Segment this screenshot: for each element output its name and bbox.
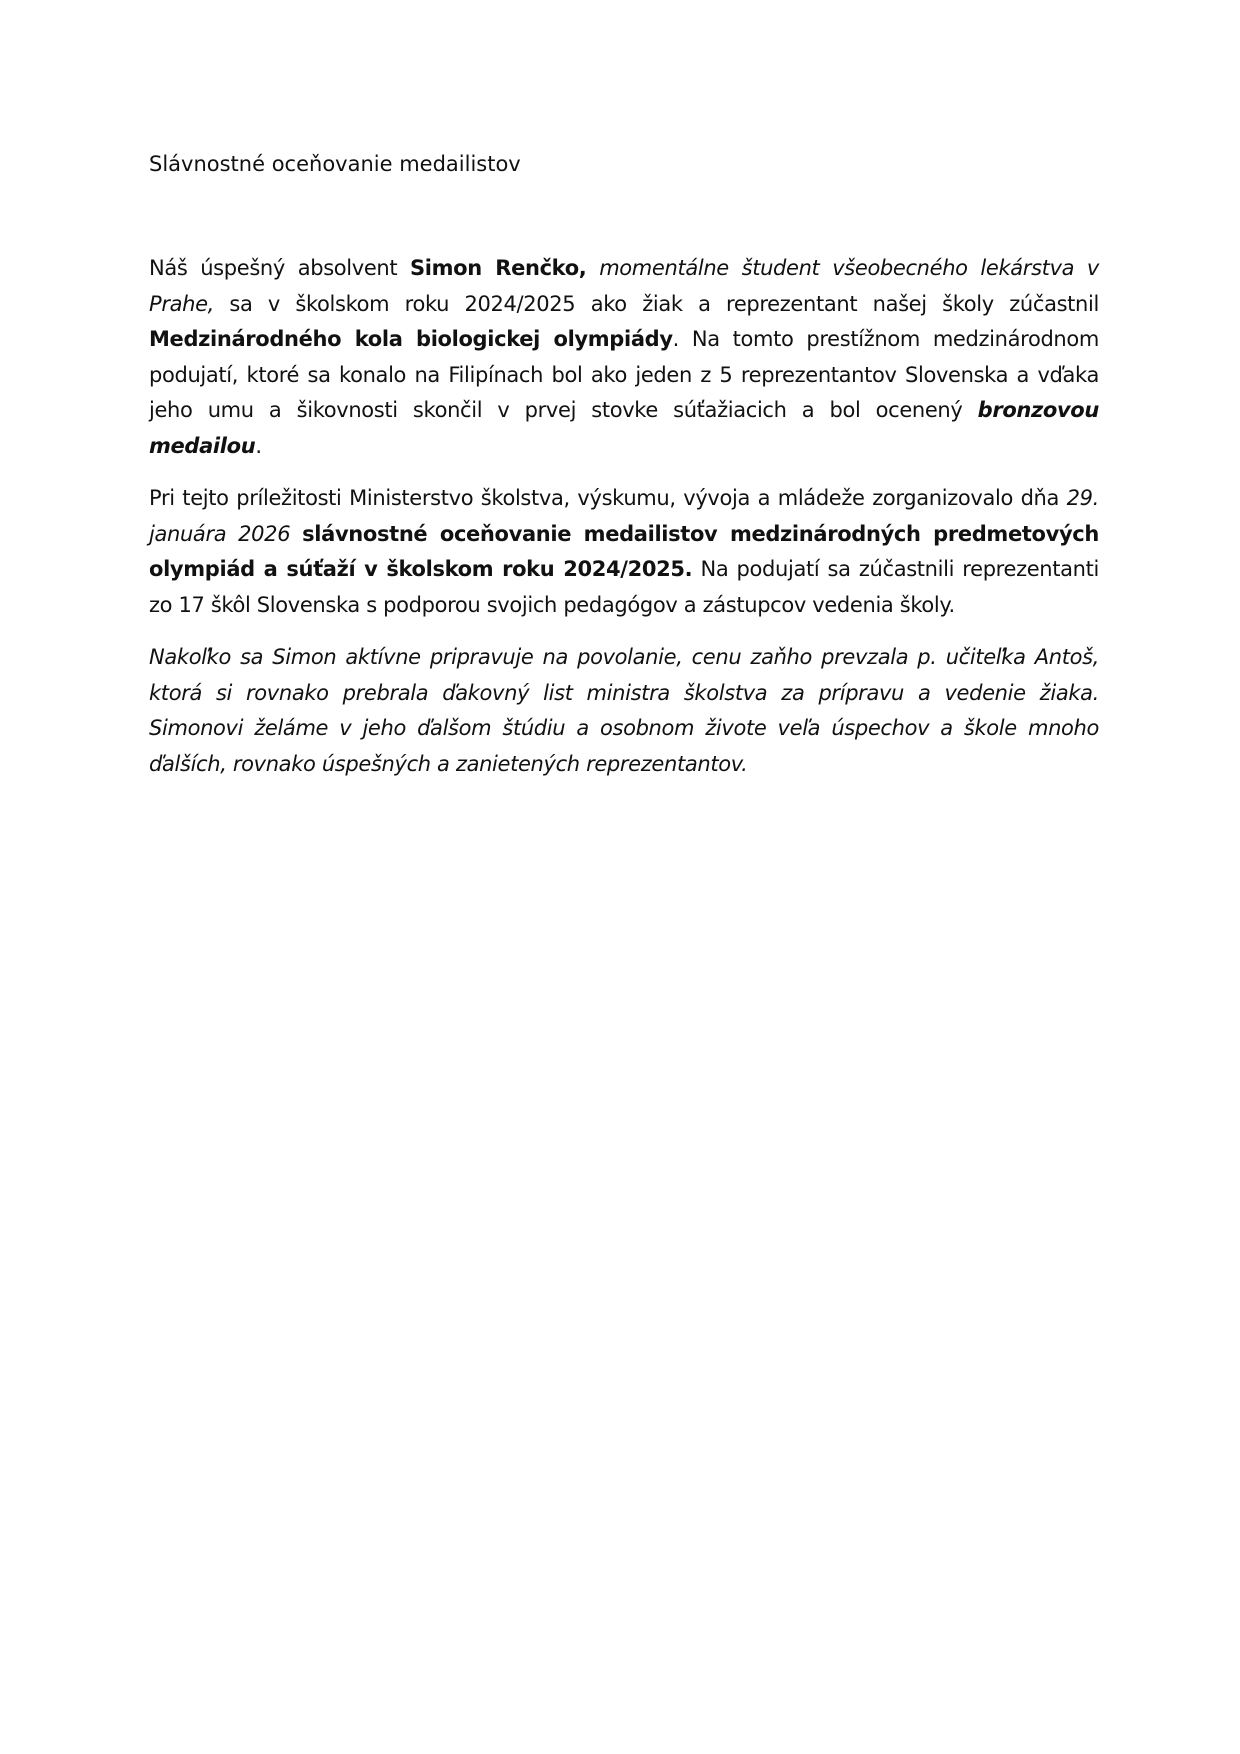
text-run: . bbox=[255, 433, 262, 458]
paragraph-medal-winner bbox=[149, 251, 1099, 464]
paragraph-ceremony bbox=[149, 481, 1099, 623]
student-name: Simon Renčko, bbox=[410, 256, 587, 280]
olympiad-name: Medzinárodného kola biologickej olympiády bbox=[149, 327, 673, 351]
text-run: Náš úspešný absolvent bbox=[149, 256, 411, 280]
ceremony-name: slávnostné oceňovanie medailistov medzinárodných predmetových olympiád a súťaží v školskom roku 2024/2025. bbox=[149, 521, 1099, 581]
student-status: momentálne študent všeobecného lekárstva v Prahe, bbox=[149, 256, 1099, 316]
medal-award: bronzovou medailou bbox=[149, 398, 1099, 458]
text-run: sa v školskom roku 2024/2025 ako žiak a reprezentant našej školy zúčastnil bbox=[213, 291, 1099, 316]
document-body bbox=[149, 251, 1099, 799]
text-run bbox=[586, 256, 599, 280]
document-title: Slávnostné oceňovanie medailistov bbox=[149, 152, 521, 176]
text-run bbox=[290, 522, 302, 546]
paragraph-closing bbox=[149, 640, 1099, 782]
text-run: Na podujatí sa zúčastnili reprezentanti zo 17 škôl Slovenska s podporou svojich pedagógov a zástupcov vedenia školy. bbox=[149, 557, 1099, 617]
text-run: Pri tejto príležitosti Ministerstvo školstva, výskumu, vývoja a mládeže zorganizovalo dňa bbox=[149, 486, 1067, 510]
text-run: . Na tomto prestížnom medzinárodnom podujatí, ktoré sa konalo na Filipínach bol ako jeden z 5 reprezentantov Slovenska a vďaka jeho umu a šikovnosti skončil v prvej stovke súťažiacich a bol ocenený bbox=[149, 327, 1099, 422]
ceremony-date: 29. januára 2026 bbox=[149, 486, 1099, 546]
closing-text: Nakoľko sa Simon aktívne pripravuje na povolanie, cenu zaňho prevzala p. učiteľka Antoš, ktorá si rovnako prebrala ďakovný list ministra školstva za prípravu a vedenie žiaka. Simonovi želáme v jeho ďalšom štúdiu a osobnom živote veľa úspechov a škole mnoho ďalších, rovnako úspešných a zanietených reprezentantov. bbox=[149, 645, 1099, 776]
